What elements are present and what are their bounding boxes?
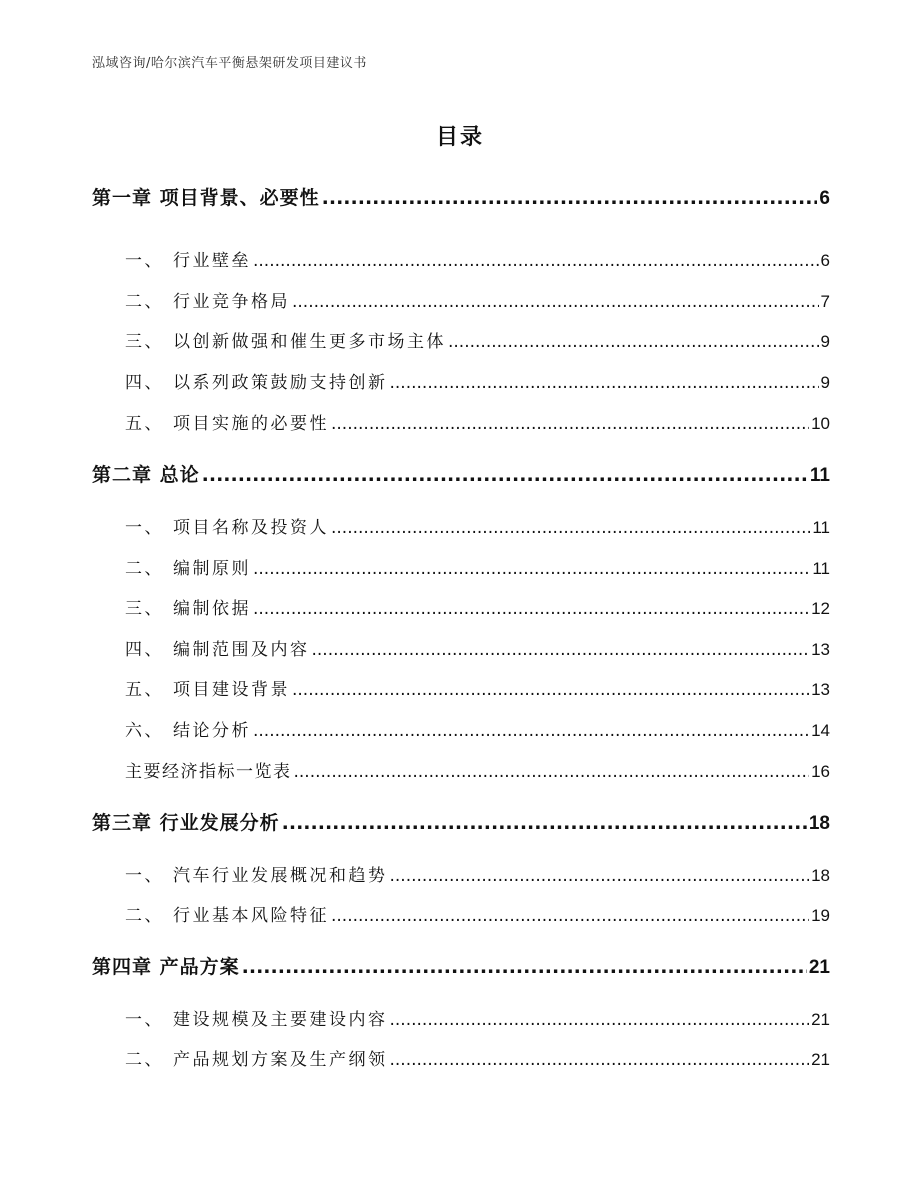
toc-entry-label: 汽车行业发展概况和趋势 (173, 866, 388, 886)
toc-title: 目录 (435, 125, 484, 150)
toc-entry-label: 行业发展分析 (159, 812, 280, 834)
header-divider (90, 76, 830, 77)
toc-entry-number: 第一章 (92, 187, 153, 209)
toc-entry-page: 9 (820, 373, 830, 392)
toc-entry-label: 主要经济指标一览表 (125, 762, 292, 782)
toc-entry-section[interactable] (92, 901, 830, 926)
toc-entry-label: 行业壁垒 (173, 251, 251, 271)
toc-entry-section[interactable] (92, 861, 830, 886)
toc-dot-leader (390, 373, 819, 393)
toc-entry-section[interactable] (92, 554, 830, 579)
toc-entry-number: 二、 (125, 906, 164, 926)
toc-entry-page: 11 (812, 518, 830, 537)
toc-dot-leader (202, 464, 808, 486)
toc-entry-number: 二、 (125, 559, 164, 579)
toc-entry-page: 16 (811, 762, 830, 781)
toc-entry-section[interactable] (92, 1005, 830, 1030)
toc-entry-label: 行业竞争格局 (173, 292, 290, 312)
toc-entry-number: 第四章 (92, 956, 153, 978)
toc-entry-section[interactable] (92, 635, 830, 660)
toc-entry-page: 6 (820, 251, 830, 270)
toc-dot-leader (253, 599, 809, 619)
toc-entry-page: 18 (811, 866, 830, 885)
toc-entry-number: 二、 (125, 292, 164, 312)
toc-dot-leader (331, 906, 809, 926)
toc-entry-number: 四、 (125, 640, 164, 660)
toc-entry-section[interactable] (92, 246, 830, 271)
toc-entry-page: 21 (808, 957, 830, 978)
toc-entry-label: 编制原则 (173, 559, 251, 579)
toc-entry-label: 总论 (159, 464, 200, 486)
toc-entry-number: 第二章 (92, 464, 153, 486)
toc-entry-number: 第三章 (92, 812, 153, 834)
toc-dot-leader (253, 721, 809, 741)
toc-entry-page: 21 (811, 1010, 830, 1029)
toc-dot-leader (292, 292, 819, 312)
toc-entry-number: 一、 (125, 251, 164, 271)
toc-entry-label: 编制范围及内容 (173, 640, 310, 660)
toc-entry-section[interactable] (92, 675, 830, 700)
toc-entry-chapter-2[interactable] (92, 460, 830, 487)
toc-entry-page: 11 (809, 465, 830, 486)
toc-entry-subsection[interactable] (92, 757, 830, 782)
toc-entry-number: 一、 (125, 866, 164, 886)
toc-entry-section[interactable] (92, 594, 830, 619)
toc-dot-leader (294, 762, 810, 782)
toc-entry-number: 三、 (125, 332, 164, 352)
toc-entry-section[interactable] (92, 1045, 830, 1070)
running-header: 泓域咨询/哈尔滨汽车平衡悬架研发项目建议书 (92, 56, 367, 71)
toc-dot-leader (242, 956, 807, 978)
toc-entry-number: 五、 (125, 680, 164, 700)
toc-entry-page: 11 (812, 559, 830, 578)
toc-entry-section[interactable] (92, 513, 830, 538)
toc-entry-section[interactable] (92, 409, 830, 434)
toc-entry-page: 13 (811, 640, 830, 659)
toc-entry-section[interactable] (92, 368, 830, 393)
toc-entry-page: 19 (811, 906, 830, 925)
toc-entry-number: 一、 (125, 1010, 164, 1030)
toc-entry-number: 四、 (125, 373, 164, 393)
toc-entry-page: 13 (811, 680, 830, 699)
toc-dot-leader (292, 680, 809, 700)
toc-dot-leader (331, 414, 809, 434)
toc-entry-label: 项目背景、必要性 (159, 187, 320, 209)
toc-entry-label: 结论分析 (173, 721, 251, 741)
toc-dot-leader (322, 187, 818, 209)
toc-entry-label: 行业基本风险特征 (173, 906, 329, 926)
toc-entry-label: 项目建设背景 (173, 680, 290, 700)
toc-entry-section[interactable] (92, 716, 830, 741)
toc-entry-number: 三、 (125, 599, 164, 619)
toc-entry-page: 6 (819, 188, 830, 209)
toc-entry-label: 编制依据 (173, 599, 251, 619)
toc-dot-leader (390, 1010, 810, 1030)
toc-entry-section[interactable] (92, 287, 830, 312)
toc-entry-number: 二、 (125, 1050, 164, 1070)
toc-entry-page: 10 (811, 414, 830, 433)
toc-entry-number: 一、 (125, 518, 164, 538)
toc-entry-page: 7 (820, 292, 830, 311)
toc-entry-page: 14 (811, 721, 830, 740)
toc-entry-label: 产品规划方案及生产纲领 (173, 1050, 388, 1070)
toc-dot-leader (390, 866, 810, 886)
toc-entry-label: 以系列政策鼓励支持创新 (173, 373, 388, 393)
toc-entry-page: 12 (811, 599, 830, 618)
toc-entry-number: 五、 (125, 414, 164, 434)
toc-entry-label: 以创新做强和催生更多市场主体 (173, 332, 446, 352)
toc-dot-leader (253, 251, 819, 271)
toc-entry-chapter-1[interactable] (92, 183, 830, 210)
toc-dot-leader (331, 518, 810, 538)
toc-entry-chapter-4[interactable] (92, 952, 830, 979)
toc-entry-page: 18 (808, 813, 830, 834)
toc-entry-chapter-3[interactable] (92, 808, 830, 835)
toc-entry-label: 项目实施的必要性 (173, 414, 329, 434)
toc-entry-label: 建设规模及主要建设内容 (173, 1010, 388, 1030)
toc-entry-section[interactable] (92, 327, 830, 352)
toc-entry-number: 六、 (125, 721, 164, 741)
toc-dot-leader (448, 332, 819, 352)
toc-dot-leader (282, 812, 807, 834)
toc-entry-page: 21 (811, 1050, 830, 1069)
toc-dot-leader (312, 640, 810, 660)
toc-entry-label: 产品方案 (159, 956, 240, 978)
toc-dot-leader (253, 559, 810, 579)
toc-entry-page: 9 (820, 332, 830, 351)
toc-entry-label: 项目名称及投资人 (173, 518, 329, 538)
toc-dot-leader (390, 1050, 810, 1070)
